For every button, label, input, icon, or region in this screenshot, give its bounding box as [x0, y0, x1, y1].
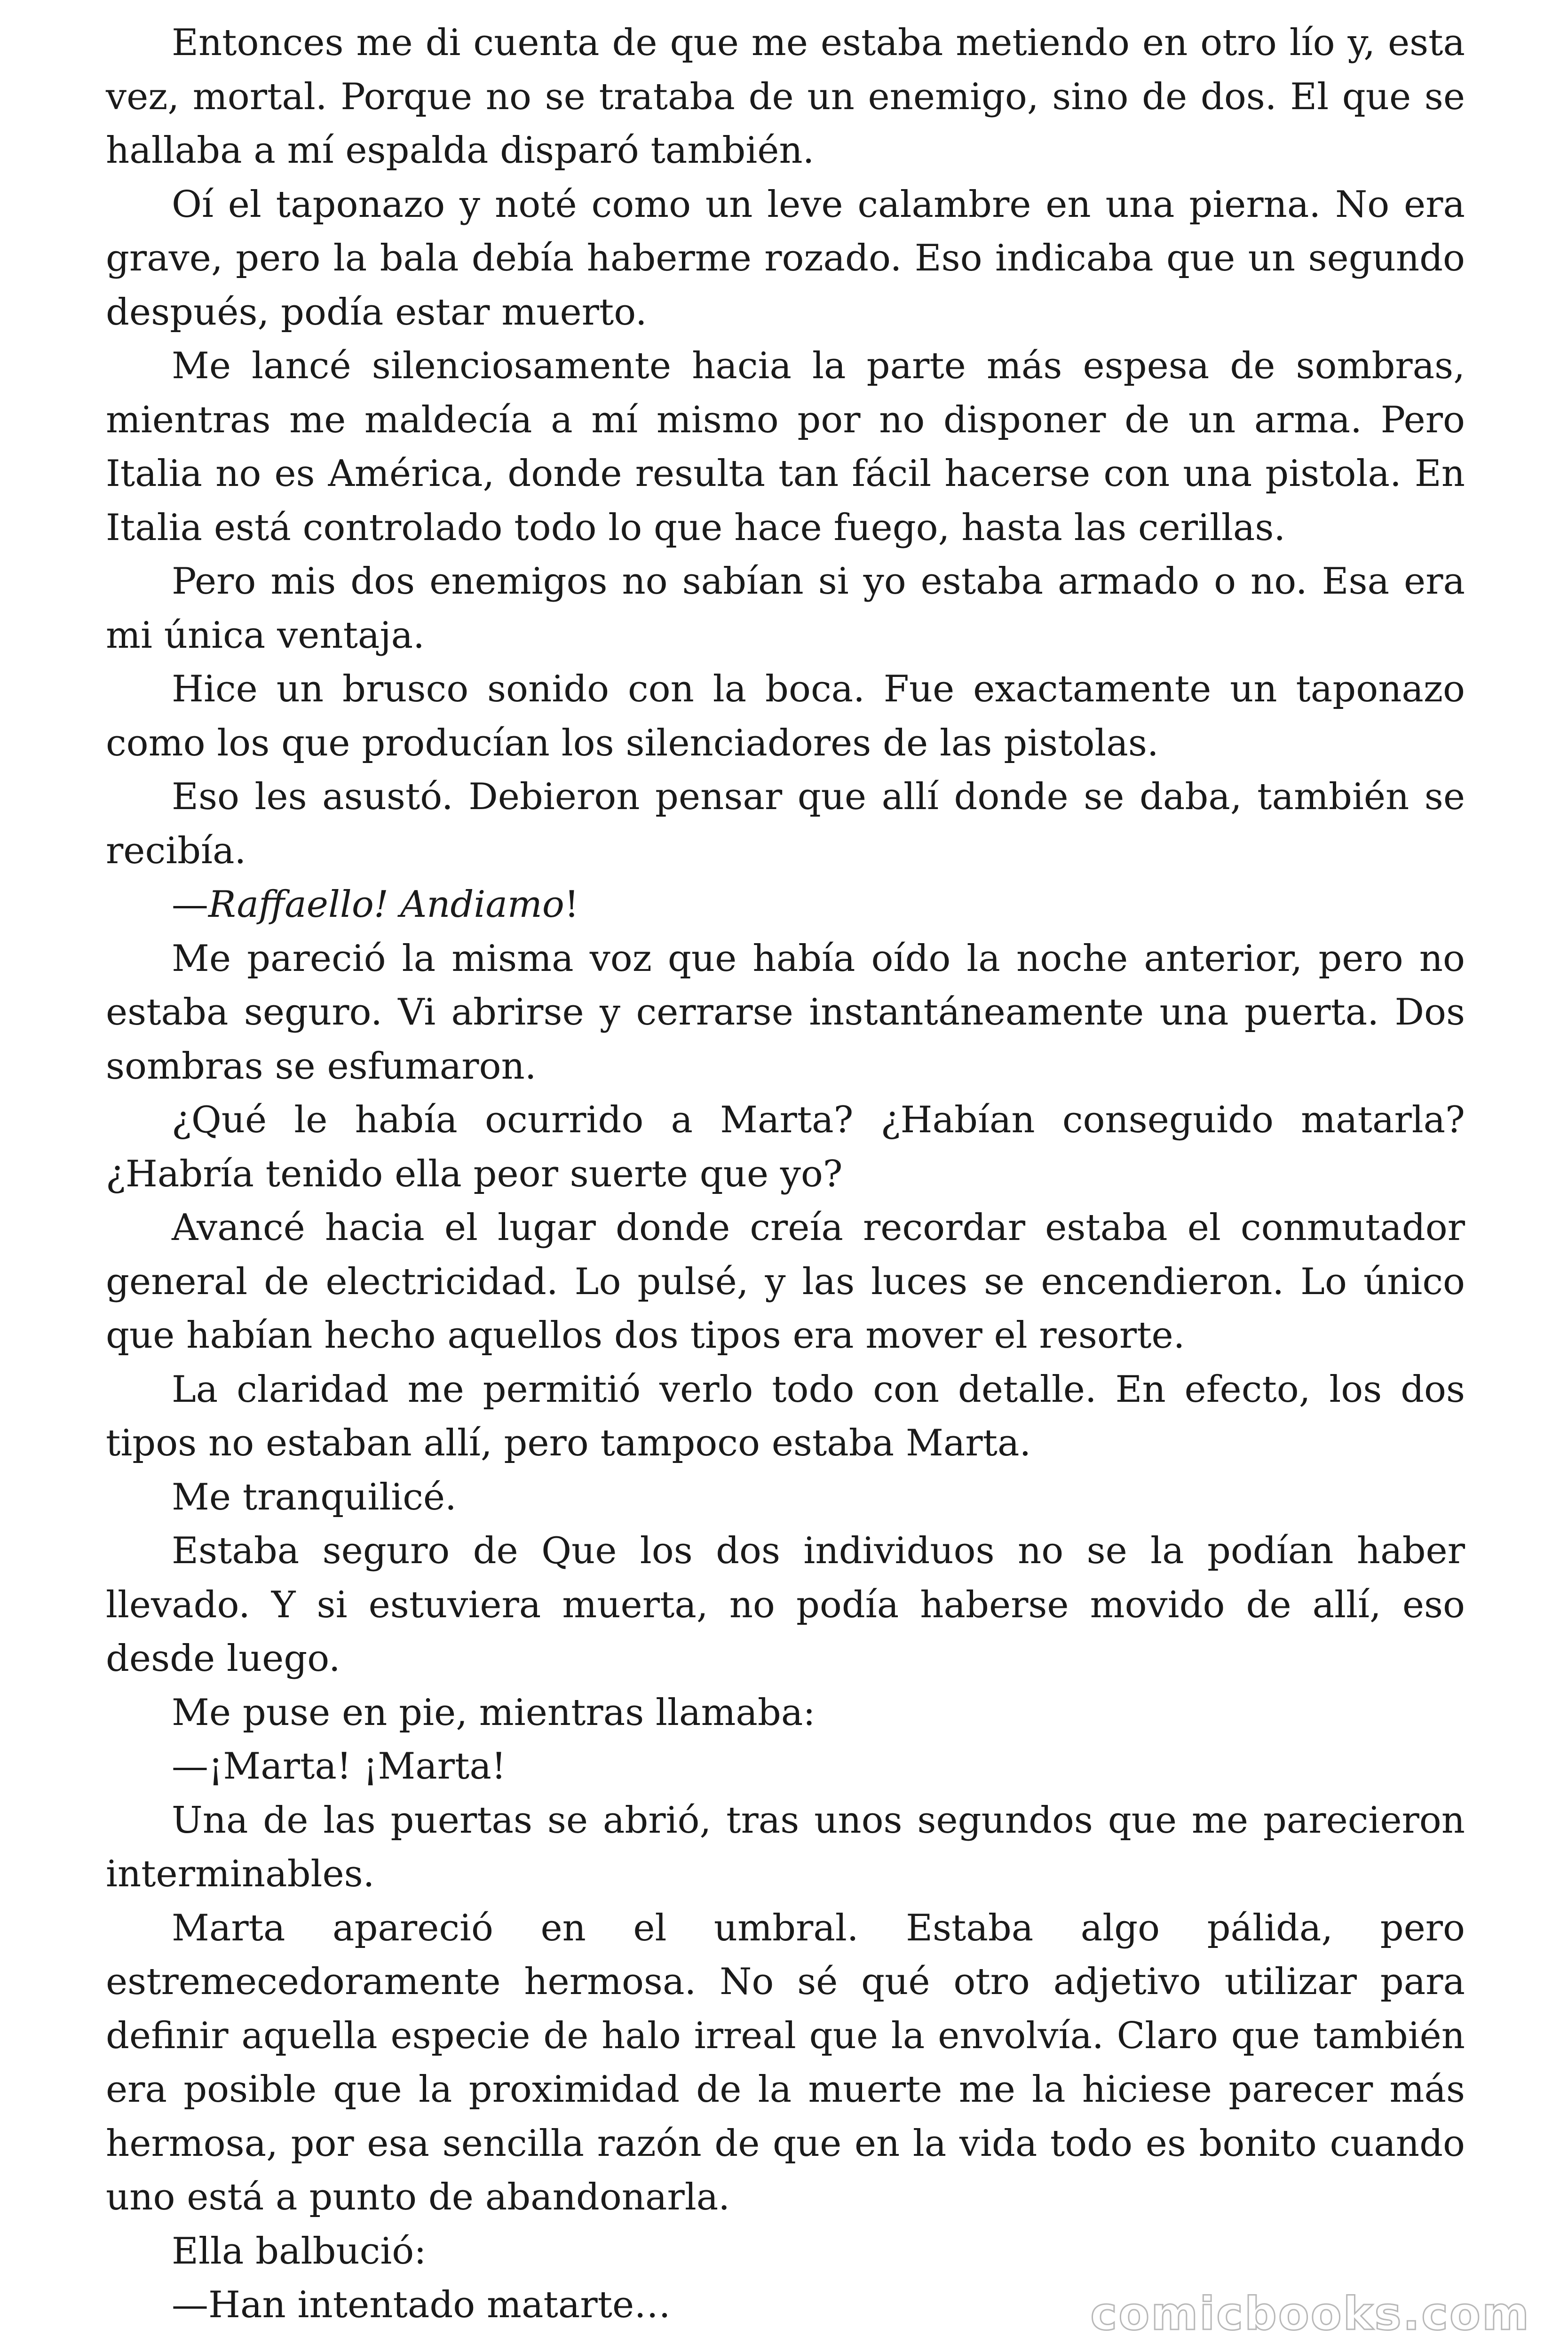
paragraph: Me puse en pie, mientras llamaba: — [172, 1691, 816, 1734]
book-page-text — [106, 16, 1465, 2332]
paragraph: Me tranquilicé. — [172, 1476, 457, 1518]
paragraph: Hice un brusco sonido con la boca. Fue exactamente un taponazo como los que producían los silenciadores de las pistolas. — [106, 668, 1465, 764]
paragraph: Avancé hacia el lugar donde creía recordar estaba el conmutador general de electricidad. Lo pulsé, y las luces se encendieron. Lo único que habían hecho aquellos dos tipos era mover el resorte. — [106, 1207, 1465, 1357]
paragraph: Entonces me di cuenta de que me estaba metiendo en otro lío y, esta vez, mortal. Porque no se trataba de un enemigo, sino de dos. El que se hallaba a mí espalda disparó también. — [106, 22, 1465, 172]
paragraph: Estaba seguro de Que los dos individuos no se la podían haber llevado. Y si estuviera muerta, no podía haberse movido de allí, eso desde luego. — [106, 1530, 1465, 1680]
paragraph: Me lancé silenciosamente hacia la parte más espesa de sombras, mientras me maldecía a mí mismo por no disponer de un arma. Pero Italia no es América, donde resulta tan fácil hacerse con una pistola. En Italia está controlado todo lo que hace fuego, hasta las cerillas. — [106, 345, 1465, 549]
paragraph: Una de las puertas se abrió, tras unos segundos que me parecieron interminables. — [106, 1799, 1465, 1895]
paragraph: Me pareció la misma voz que había oído la noche anterior, pero no estaba seguro. Vi abrirse y cerrarse instantáneamente una puerta. Dos sombras se esfumaron. — [106, 937, 1465, 1088]
dialogue-dash: — — [172, 883, 208, 926]
paragraph: La claridad me permitió verlo todo con detalle. En efecto, los dos tipos no estaban allí, pero tampoco estaba Marta. — [106, 1368, 1465, 1464]
paragraph: Eso les asustó. Debieron pensar que allí donde se daba, también se recibía. — [106, 776, 1465, 872]
paragraph: Marta apareció en el umbral. Estaba algo pálida, pero estremecedoramente hermosa. No sé qué otro adjetivo utilizar para definir aquella especie de halo irreal que la envolvía. Claro que también era posible que la proximidad de la muerte me la hiciese parecer más hermosa, por esa sencilla razón de que en la vida todo es bonito cuando uno está a punto de abandonarla. — [106, 1907, 1465, 2218]
paragraph: Oí el taponazo y noté como un leve calambre en una pierna. No era grave, pero la bala debía haberme rozado. Eso indicaba que un segundo después, podía estar muerto. — [106, 183, 1465, 334]
dialogue-line: —Han intentado matarte… — [172, 2284, 671, 2326]
dialogue-line-italian — [106, 878, 1465, 932]
paragraph: Pero mis dos enemigos no sabían si yo estaba armado o no. Esa era mi única ventaja. — [106, 560, 1465, 657]
dialogue-end: ! — [564, 883, 579, 926]
paragraph: ¿Qué le había ocurrido a Marta? ¿Habían conseguido matarla? ¿Habría tenido ella peor suerte que yo? — [106, 1099, 1465, 1195]
paragraph: Ella balbució: — [172, 2230, 427, 2273]
dialogue-line: —¡Marta! ¡Marta! — [172, 1745, 507, 1788]
watermark-logo: comicbooks.com — [1090, 2288, 1530, 2340]
italic-dialogue: Raffaello! Andiamo — [208, 883, 564, 926]
